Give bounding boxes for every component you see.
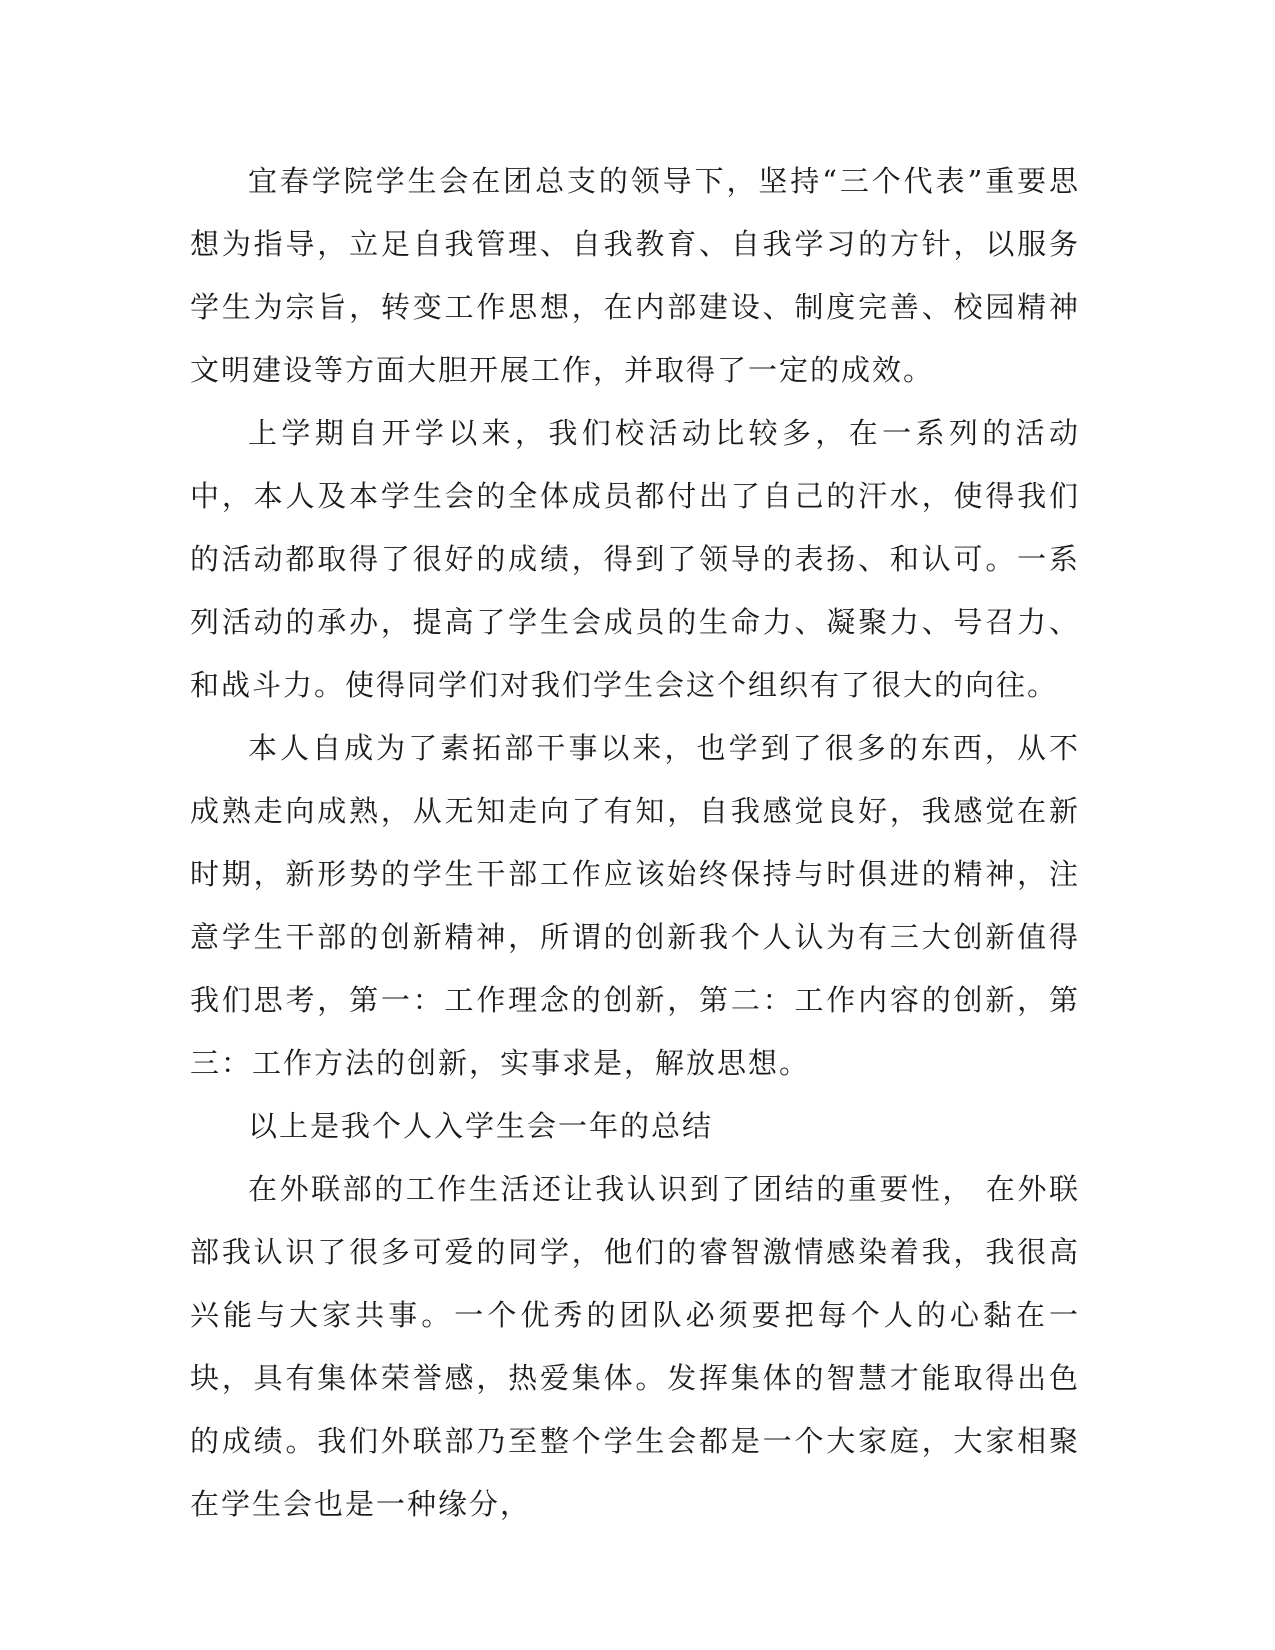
paragraph-2: 上学期自开学以来，我们校活动比较多，在一系列的活动中，本人及本学生会的全体成员都付出了自己的汗水，使得我们的活动都取得了很好的成绩，得到了领导的表扬、和认可。一系列活动的承办，提高了学生会成员的生命力、凝聚力、号召力、和战斗力。使得同学们对我们学生会这个组织有了很大的向往。	[190, 416, 1080, 702]
paragraph-4: 以上是我个人入学生会一年的总结	[248, 1109, 714, 1143]
paragraph-3: 本人自成为了素拓部干事以来，也学到了很多的东西，从不成熟走向成熟，从无知走向了有知，自我感觉良好，我感觉在新时期，新形势的学生干部工作应该始终保持与时俱进的精神，注意学生干部的创新精神，所谓的创新我个人认为有三大创新值得我们思考，第一：工作理念的创新，第二：工作内容的创新，第三：工作方法的创新，实事求是，解放思想。	[190, 731, 1080, 1080]
paragraph-5: 在外联部的工作生活还让我认识到了团结的重要性， 在外联部我认识了很多可爱的同学，他们的睿智激情感染着我，我很高兴能与大家共事。一个优秀的团队必须要把每个人的心黏在一块，具有集体荣誉感，热爱集体。发挥集体的智慧才能取得出色的成绩。我们外联部乃至整个学生会都是一个大家庭，大家相聚在学生会也是一种缘分，	[190, 1172, 1080, 1521]
paragraph-1: 宜春学院学生会在团总支的领导下，坚持“三个代表”重要思想为指导，立足自我管理、自我教育、自我学习的方针，以服务学生为宗旨，转变工作思想，在内部建设、制度完善、校园精神文明建设等方面大胆开展工作，并取得了一定的成效。	[190, 164, 1080, 387]
document-body	[190, 150, 1080, 1536]
